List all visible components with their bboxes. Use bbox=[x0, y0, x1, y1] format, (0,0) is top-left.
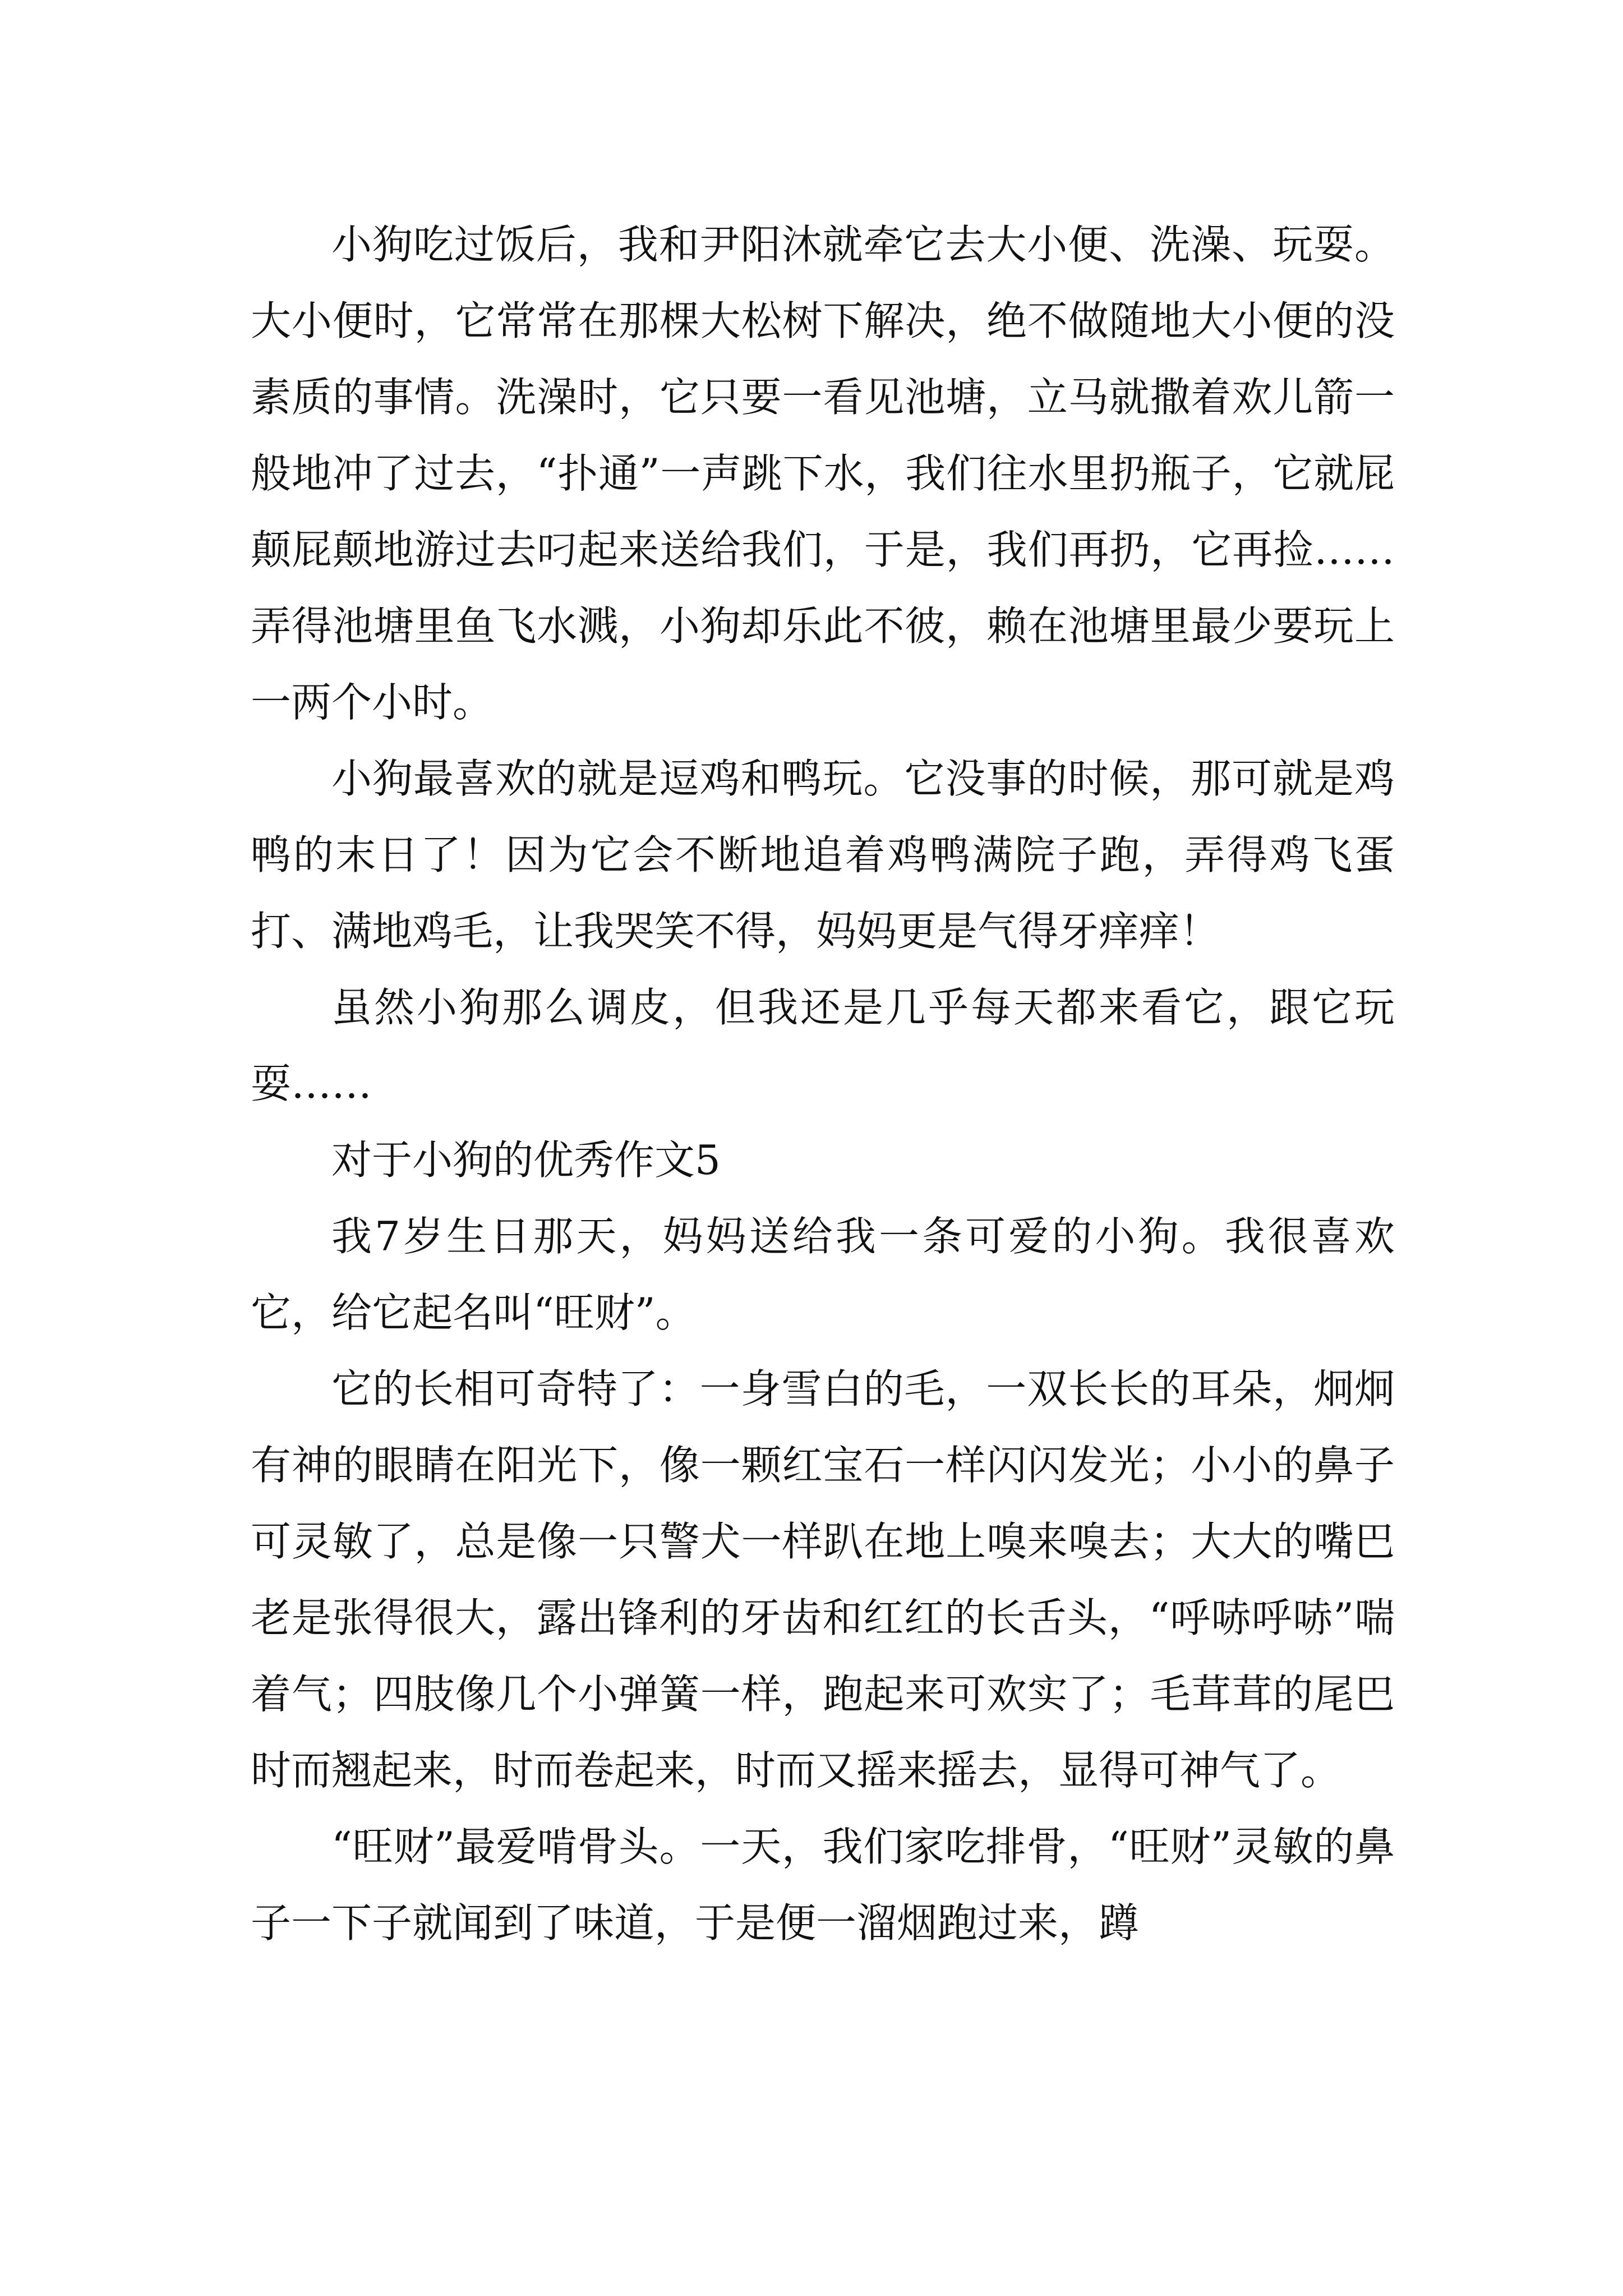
paragraph-daily-visit: 虽然小狗那么调皮，但我还是几乎每天都来看它，跟它玩耍…… bbox=[251, 984, 1395, 1107]
paragraph-dog-walk: 小狗吃过饭后，我和尹阳沐就牵它去大小便、洗澡、玩耍。大小便时，它常常在那棵大松树下解决，绝不做随地大小便的没素质的事情。洗澡时，它只要一看见池塘，立马就撒着欢儿箭一般地冲了过去，“扑通”一声跳下水，我们往水里扔瓶子，它就屁颠屁颠地游过去叼起来送给我们，于是，我们再扔，它再捡……弄得池塘里鱼飞水溅，小狗却乐此不彼，赖在池塘里最少要玩上一两个小时。 bbox=[251, 221, 1395, 726]
document-body bbox=[251, 206, 1395, 1961]
paragraph-bones: “旺财”最爱啃骨头。一天，我们家吃排骨，“旺财”灵敏的鼻子一下子就闻到了味道，于是便一溜烟跑过来，蹲 bbox=[251, 1823, 1395, 1947]
paragraph-appearance: 它的长相可奇特了：一身雪白的毛，一双长长的耳朵，炯炯有神的眼睛在阳光下，像一颗红宝石一样闪闪发光；小小的鼻子可灵敏了，总是像一只警犬一样趴在地上嗅来嗅去；大大的嘴巴老是张得很大，露出锋利的牙齿和红红的长舌头，“呼哧呼哧”喘着气；四肢像几个小弹簧一样，跑起来可欢实了；毛茸茸的尾巴时而翘起来，时而卷起来，时而又摇来摇去，显得可神气了。 bbox=[251, 1365, 1395, 1794]
paragraph-chicken-duck: 小狗最喜欢的就是逗鸡和鸭玩。它没事的时候，那可就是鸡鸭的末日了！因为它会不断地追着鸡鸭满院子跑，弄得鸡飞蛋打、满地鸡毛，让我哭笑不得，妈妈更是气得牙痒痒！ bbox=[251, 755, 1395, 955]
paragraph-birthday: 我7岁生日那天，妈妈送给我一条可爱的小狗。我很喜欢它，给它起名叫“旺财”。 bbox=[251, 1213, 1395, 1336]
essay-title: 对于小狗的优秀作文5 bbox=[331, 1137, 721, 1184]
